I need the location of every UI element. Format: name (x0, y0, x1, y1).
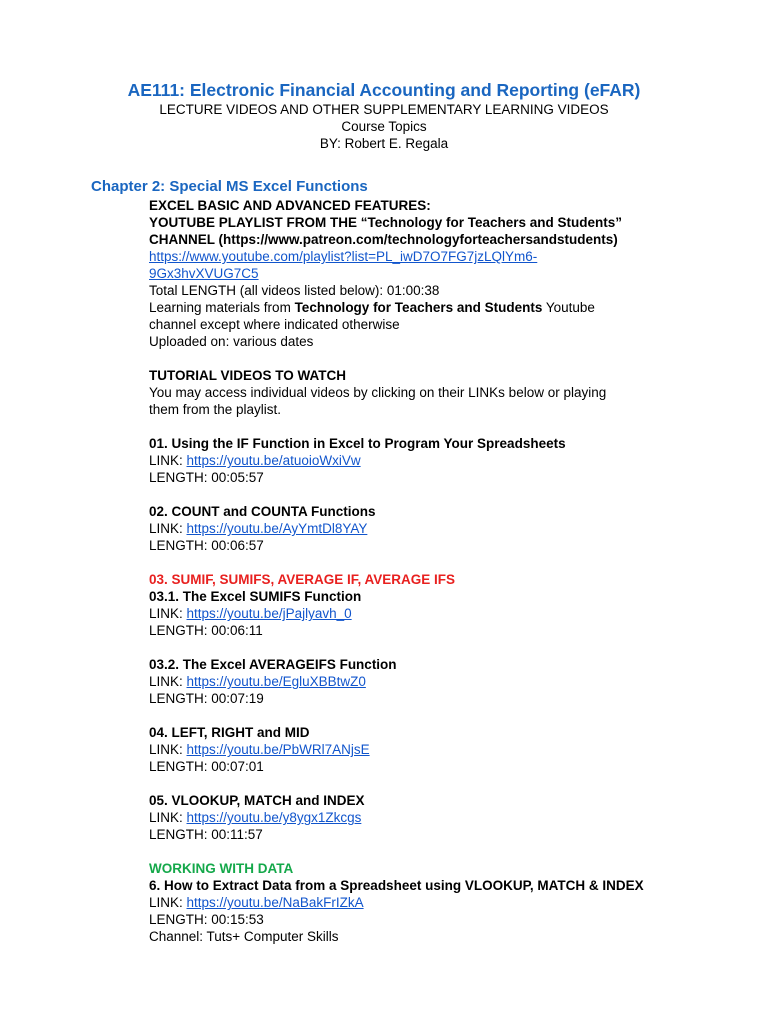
video-02-link[interactable]: https://youtu.be/AyYmtDl8YAY (186, 521, 368, 536)
playlist-url-part-1: https://www.youtube.com/playlist?list=PL_iwD7O7FG7jzLQlYm6- (149, 249, 538, 264)
page-title: AE111: Electronic Financial Accounting and Reporting (eFAR) (127, 80, 641, 100)
video-04-link-row (149, 741, 709, 758)
video-01-title: 01. Using the IF Function in Excel to Program Your Spreadsheets (149, 436, 566, 451)
video-05-length: LENGTH: 00:11:57 (149, 827, 263, 842)
playlist-link[interactable] (149, 249, 537, 281)
video-032-length: LENGTH: 00:07:19 (149, 691, 264, 706)
video-032-link[interactable]: https://youtu.be/EgluXBBtwZ0 (186, 674, 366, 689)
video-02-length: LENGTH: 00:06:57 (149, 538, 264, 553)
link-prefix: LINK: (149, 606, 187, 621)
materials-line-1 (149, 299, 709, 316)
video-05-link[interactable]: https://youtu.be/y8ygx1Zkcgs (186, 810, 362, 825)
materials-suffix: Youtube (542, 300, 595, 315)
link-prefix: LINK: (149, 895, 187, 910)
link-prefix: LINK: (149, 742, 187, 757)
video-06-link-row (149, 894, 709, 911)
video-06-length: LENGTH: 00:15:53 (149, 912, 264, 927)
materials-prefix: Learning materials from (149, 300, 295, 315)
chapter-title: Chapter 2: Special MS Excel Functions (91, 178, 368, 195)
video-032-title: 03.2. The Excel AVERAGEIFS Function (149, 657, 397, 672)
video-031-length: LENGTH: 00:06:11 (149, 623, 263, 638)
video-02-link-row (149, 520, 709, 537)
total-length: Total LENGTH (all videos listed below): 01:00:38 (149, 283, 440, 298)
video-06-title: 6. How to Extract Data from a Spreadsheet using VLOOKUP, MATCH & INDEX (149, 878, 644, 893)
video-01-length: LENGTH: 00:05:57 (149, 470, 264, 485)
video-01-link[interactable]: https://youtu.be/atuoioWxiVw (186, 453, 361, 468)
section-working-heading: WORKING WITH DATA (149, 861, 294, 876)
playlist-line-2: CHANNEL (https://www.patreon.com/technologyforteachersandstudents) (149, 232, 618, 247)
video-032-link-row (149, 673, 709, 690)
playlist-url-part-2: 9Gx3hvXVUG7C5 (149, 266, 259, 281)
chapter-content (149, 197, 709, 945)
video-05-link-row (149, 809, 709, 826)
playlist-url-block (149, 248, 709, 282)
tutorial-heading: TUTORIAL VIDEOS TO WATCH (149, 368, 347, 383)
video-05-title: 05. VLOOKUP, MATCH and INDEX (149, 793, 365, 808)
video-01-link-row (149, 452, 709, 469)
link-prefix: LINK: (149, 674, 187, 689)
author-line: BY: Robert E. Regala (319, 136, 449, 151)
video-04-length: LENGTH: 00:07:01 (149, 759, 264, 774)
video-06-channel: Channel: Tuts+ Computer Skills (149, 929, 339, 944)
materials-channel: Technology for Teachers and Students (294, 300, 543, 315)
materials-line-2: channel except where indicated otherwise (149, 317, 400, 332)
link-prefix: LINK: (149, 521, 187, 536)
course-topics-label: Course Topics (341, 119, 427, 134)
playlist-line-1: YOUTUBE PLAYLIST FROM THE “Technology for Teachers and Students” (149, 215, 623, 230)
link-prefix: LINK: (149, 810, 187, 825)
video-031-title: 03.1. The Excel SUMIFS Function (149, 589, 362, 604)
section-03-heading: 03. SUMIF, SUMIFS, AVERAGE IF, AVERAGE IFS (149, 572, 456, 587)
video-04-link[interactable]: https://youtu.be/PbWRl7ANjsE (186, 742, 370, 757)
features-heading: EXCEL BASIC AND ADVANCED FEATURES: (149, 198, 431, 213)
video-04-title: 04. LEFT, RIGHT and MID (149, 725, 310, 740)
tutorial-desc-line-2: them from the playlist. (149, 402, 282, 417)
video-031-link-row (149, 605, 709, 622)
video-06-link[interactable]: https://youtu.be/NaBakFrIZkA (186, 895, 364, 910)
link-prefix: LINK: (149, 453, 187, 468)
page-subtitle: LECTURE VIDEOS AND OTHER SUPPLEMENTARY LEARNING VIDEOS (159, 102, 609, 117)
tutorial-desc-line-1: You may access individual videos by clicking on their LINKs below or playing (149, 385, 607, 400)
document-header (0, 79, 768, 152)
video-031-link[interactable]: https://youtu.be/jPajlyavh_0 (186, 606, 352, 621)
video-02-title: 02. COUNT and COUNTA Functions (149, 504, 376, 519)
uploaded-on: Uploaded on: various dates (149, 334, 314, 349)
